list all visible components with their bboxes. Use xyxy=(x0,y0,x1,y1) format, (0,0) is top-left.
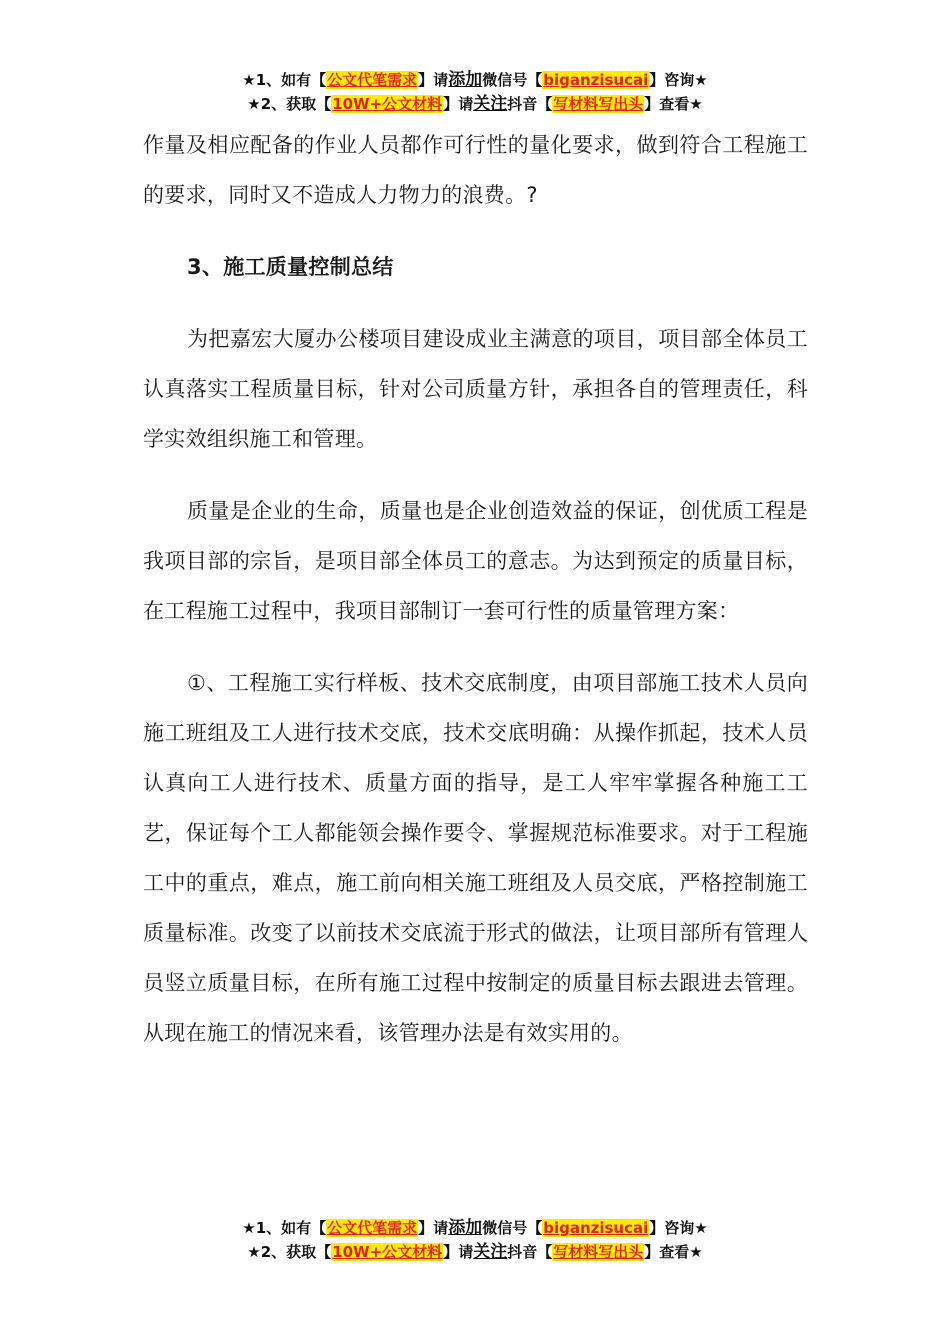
paragraph-continued: 作量及相应配备的作业人员都作可行性的量化要求，做到符合工程施工的要求，同时又不造成人力物力的浪费。? xyxy=(143,133,808,207)
paragraph-quality-importance: 质量是企业的生命，质量也是企业创造效益的保证，创优质工程是我项目部的宗旨，是项目部全体员工的意志。为达到预定的质量目标，在工程施工过程中，我项目部制订一套可行性的质量管理方案： xyxy=(143,499,808,623)
document-body xyxy=(143,120,808,1058)
promo-highlight-douyin-account: 写材料写出头 xyxy=(553,95,644,113)
promo-highlight-wechat-id: biganzisucai xyxy=(543,71,649,89)
promo-line-2: ★2、获取【10W+公文材料】请关注抖音【写材料写出头】查看★ xyxy=(247,1242,703,1262)
promo-line-1: ★1、如有【公文代笔需求】请添加微信号【biganzisucai】咨询★ xyxy=(242,70,708,90)
promo-highlight-service: 公文代笔需求 xyxy=(327,1219,418,1237)
promo-highlight-service: 公文代笔需求 xyxy=(327,71,418,89)
promo-highlight-materials: 10W+公文材料 xyxy=(332,95,443,113)
promo-highlight-douyin-account: 写材料写出头 xyxy=(553,1243,644,1261)
promo-line-1: ★1、如有【公文代笔需求】请添加微信号【biganzisucai】咨询★ xyxy=(242,1218,708,1238)
promo-banner-bottom xyxy=(0,1216,950,1264)
promo-highlight-wechat-id: biganzisucai xyxy=(543,1219,649,1237)
section-heading: 3、施工质量控制总结 xyxy=(187,255,394,279)
promo-banner-top xyxy=(0,68,950,116)
promo-line-2: ★2、获取【10W+公文材料】请关注抖音【写材料写出头】查看★ xyxy=(247,94,703,114)
promo-highlight-materials: 10W+公文材料 xyxy=(332,1243,443,1261)
paragraph-project-goal: 为把嘉宏大厦办公楼项目建设成业主满意的项目，项目部全体员工认真落实工程质量目标，针对公司质量方针，承担各自的管理责任，科学实效组织施工和管理。 xyxy=(143,327,808,451)
paragraph-technical-disclosure: ①、工程施工实行样板、技术交底制度，由项目部施工技术人员向施工班组及工人进行技术交底，技术交底明确：从操作抓起，技术人员认真向工人进行技术、质量方面的指导，是工人牢牢掌握各种施工工艺，保证每个工人都能领会操作要令、掌握规范标准要求。对于工程施工中的重点，难点，施工前向相关施工班组及人员交底，严格控制施工质量标准。改变了以前技术交底流于形式的做法，让项目部所有管理人员竖立质量目标，在所有施工过程中按制定的质量目标去跟进去管理。从现在施工的情况来看，该管理办法是有效实用的。 xyxy=(143,671,808,1045)
